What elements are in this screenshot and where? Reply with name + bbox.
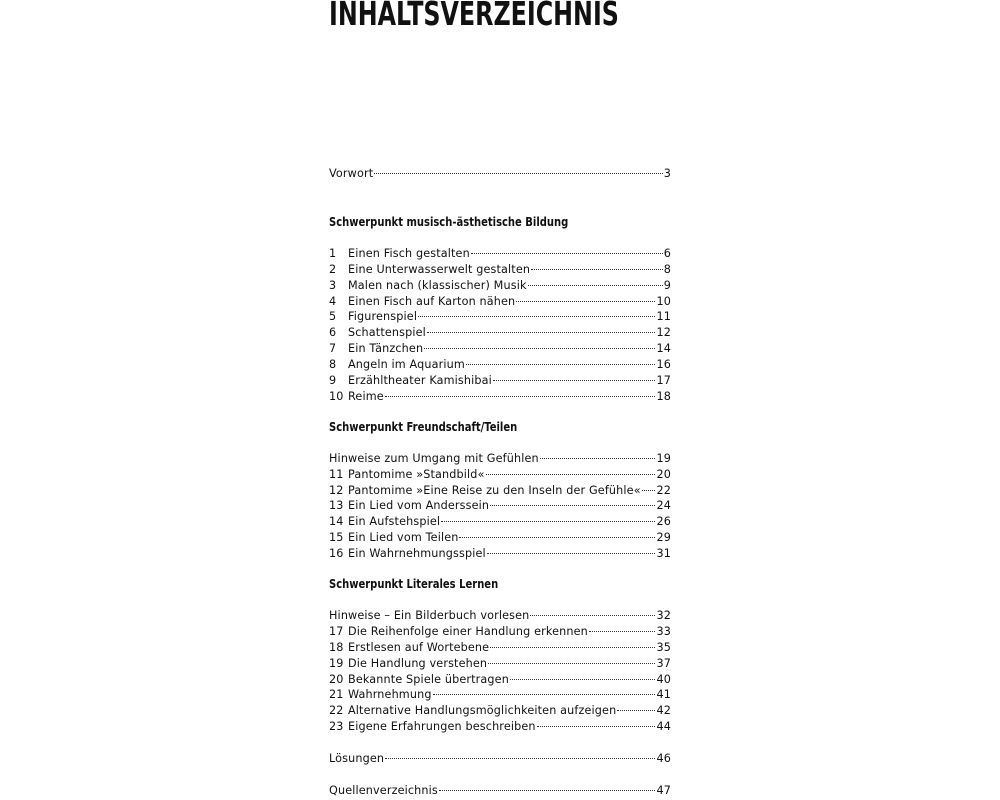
dot-leader [510, 679, 656, 680]
entry-number: 5 [329, 310, 337, 324]
entry-page-number: 35 [656, 640, 671, 654]
entry-page-number: 44 [656, 720, 671, 734]
dot-leader [439, 790, 656, 791]
entry-number: 21 [329, 688, 344, 702]
entry-page-number: 42 [656, 704, 671, 718]
dot-leader [528, 285, 663, 286]
entry-title: Figurenspiel [348, 310, 418, 324]
entry-title: Lösungen [329, 752, 385, 766]
toc-entry[interactable] [329, 389, 671, 405]
entry-title: Pantomime »Eine Reise zu den Inseln der Gefühle« [348, 483, 641, 497]
entry-page-number: 6 [663, 246, 671, 260]
toc-entry[interactable] [329, 483, 671, 499]
entry-page-number: 33 [656, 624, 671, 638]
spacer [329, 182, 671, 214]
dot-leader [466, 364, 656, 365]
entry-page-number: 17 [656, 374, 671, 388]
toc-entry[interactable] [329, 530, 671, 546]
toc-entry[interactable] [329, 262, 671, 278]
entry-page-number: 41 [656, 688, 671, 702]
entry-page-number: 32 [656, 609, 671, 623]
page-title: INHALTSVERZEICHNIS [329, 0, 619, 33]
spacer [329, 592, 671, 608]
entry-page-number: 19 [656, 451, 671, 465]
toc-entry[interactable] [329, 719, 671, 735]
entry-page-number: 8 [663, 262, 671, 276]
toc-entry[interactable] [329, 624, 671, 640]
dot-leader [471, 253, 663, 254]
dot-leader [374, 173, 662, 174]
dot-leader [589, 631, 656, 632]
toc-entry[interactable] [329, 514, 671, 530]
entry-number: 18 [329, 640, 344, 654]
entry-page-number: 46 [656, 752, 671, 766]
entry-title: Ein Lied vom Anderssein [348, 499, 490, 513]
entry-title: Vorwort [329, 167, 374, 180]
entry-number: 20 [329, 672, 344, 686]
dot-leader [617, 710, 655, 711]
entry-number: 7 [329, 342, 337, 356]
entry-title: Ein Tänzchen [348, 342, 424, 356]
entry-title: Pantomime »Standbild« [348, 467, 485, 481]
entry-page-number: 24 [656, 499, 671, 513]
entry-title: Die Handlung verstehen [348, 656, 488, 670]
dot-leader [531, 269, 663, 270]
entry-page-number: 26 [656, 515, 671, 529]
entry-page-number: 31 [656, 547, 671, 561]
toc-entry[interactable] [329, 498, 671, 514]
entry-title: Hinweise zum Umgang mit Gefühlen [329, 451, 539, 465]
entry-title: Ein Lied vom Teilen [348, 531, 459, 545]
entry-number: 4 [329, 294, 337, 308]
toc-entry[interactable] [329, 656, 671, 672]
entry-number: 10 [329, 389, 344, 403]
entry-title: Erstlesen auf Wortebene [348, 640, 490, 654]
entry-title: Die Reihenfolge einer Handlung erkennen [348, 624, 588, 638]
entry-page-number: 29 [656, 531, 671, 545]
dot-leader [516, 301, 655, 302]
section-heading: Schwerpunkt Freundschaft/Teilen [329, 419, 518, 434]
entry-number: 22 [329, 704, 344, 718]
entry-title: Ein Aufstehspiel [348, 515, 441, 529]
toc-entry[interactable] [329, 672, 671, 688]
entry-number: 16 [329, 547, 344, 561]
entry-title: Quellenverzeichnis [329, 784, 438, 798]
dot-leader [385, 396, 656, 397]
entry-page-number: 14 [656, 342, 671, 356]
entry-number: 23 [329, 720, 344, 734]
spacer [329, 735, 671, 751]
dot-leader [427, 332, 656, 333]
entry-number: 11 [329, 467, 344, 481]
toc-entry-unnumbered[interactable] [329, 451, 671, 467]
section-heading: Schwerpunkt Literales Lernen [329, 577, 499, 592]
entry-number: 2 [329, 262, 337, 276]
entry-title: Alternative Handlungsmöglichkeiten aufzeigen [348, 704, 617, 718]
dot-leader [540, 458, 656, 459]
dot-leader [385, 758, 655, 759]
toc-entry[interactable] [329, 341, 671, 357]
entry-title: Hinweise – Ein Bilderbuch vorlesen [329, 609, 530, 623]
dot-leader [424, 348, 655, 349]
spacer [329, 405, 671, 419]
toc-entry-unnumbered[interactable] [329, 751, 671, 767]
entry-number: 1 [329, 246, 337, 260]
entry-number: 19 [329, 656, 344, 670]
entry-title: Malen nach (klassischer) Musik [348, 278, 527, 292]
toc-entry[interactable] [329, 309, 671, 325]
entry-number: 17 [329, 624, 344, 638]
entry-title: Reime [348, 389, 384, 403]
dot-leader [459, 537, 655, 538]
toc-entry[interactable] [329, 357, 671, 373]
entry-page-number: 47 [656, 784, 671, 798]
entry-number: 12 [329, 483, 344, 497]
entry-title: Eine Unterwasserwelt gestalten [348, 262, 531, 276]
dot-leader [490, 505, 655, 506]
entry-page-number: 16 [656, 358, 671, 372]
entry-number: 13 [329, 499, 344, 513]
entry-title: Schattenspiel [348, 326, 426, 340]
entry-page-number: 37 [656, 656, 671, 670]
entry-number: 15 [329, 531, 344, 545]
entry-title: Erzähltheater Kamishibai [348, 374, 492, 388]
entry-title: Wahrnehmung [348, 688, 432, 702]
spacer [329, 230, 671, 246]
entry-title: Angeln im Aquarium [348, 358, 465, 372]
entry-title: Ein Wahrnehmungsspiel [348, 547, 486, 561]
table-of-contents [329, 166, 671, 799]
dot-leader [487, 553, 656, 554]
entry-title: Einen Fisch auf Karton nähen [348, 294, 516, 308]
toc-entry[interactable] [329, 325, 671, 341]
spacer [329, 435, 671, 451]
entry-number: 6 [329, 326, 337, 340]
entry-page-number: 18 [656, 389, 671, 403]
entry-page-number: 3 [663, 167, 671, 180]
dot-leader [418, 316, 655, 317]
dot-leader [537, 726, 656, 727]
entry-number: 3 [329, 278, 337, 292]
entry-page-number: 20 [656, 467, 671, 481]
toc-entry[interactable] [329, 546, 671, 562]
dot-leader [530, 615, 655, 616]
entry-page-number: 22 [656, 483, 671, 497]
dot-leader [441, 521, 655, 522]
dot-leader [490, 647, 655, 648]
entry-page-number: 12 [656, 326, 671, 340]
dot-leader [433, 694, 656, 695]
entry-page-number: 11 [656, 310, 671, 324]
entry-number: 14 [329, 515, 344, 529]
toc-entry[interactable] [329, 246, 671, 262]
dot-leader [486, 474, 656, 475]
toc-entry[interactable] [329, 703, 671, 719]
toc-entry-unnumbered[interactable] [329, 166, 671, 182]
toc-entry[interactable] [329, 278, 671, 294]
toc-entry-unnumbered[interactable] [329, 783, 671, 799]
toc-entry-unnumbered[interactable] [329, 608, 671, 624]
entry-page-number: 9 [663, 278, 671, 292]
entry-page-number: 40 [656, 672, 671, 686]
entry-page-number: 10 [656, 294, 671, 308]
spacer [329, 767, 671, 783]
toc-entry[interactable] [329, 640, 671, 656]
entry-number: 8 [329, 358, 337, 372]
toc-entry[interactable] [329, 373, 671, 389]
toc-entry[interactable] [329, 294, 671, 310]
entry-title: Einen Fisch gestalten [348, 246, 470, 260]
entry-number: 9 [329, 374, 337, 388]
section-heading: Schwerpunkt musisch-ästhetische Bildung [329, 214, 569, 229]
spacer [329, 562, 671, 576]
toc-entry[interactable] [329, 467, 671, 483]
dot-leader [642, 490, 656, 491]
dot-leader [488, 663, 655, 664]
dot-leader [493, 380, 656, 381]
entry-title: Eigene Erfahrungen beschreiben [348, 720, 536, 734]
entry-title: Bekannte Spiele übertragen [348, 672, 509, 686]
toc-entry[interactable] [329, 687, 671, 703]
